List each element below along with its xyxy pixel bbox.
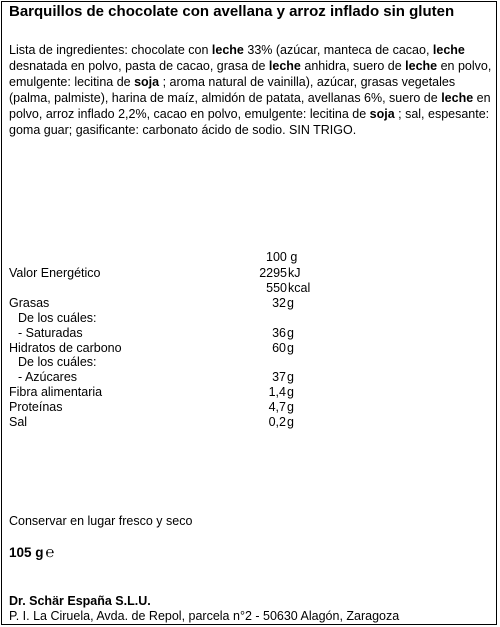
net-weight-value: 105 g xyxy=(9,545,44,560)
allergen: leche xyxy=(268,59,301,73)
nutrient-unit: g xyxy=(287,326,294,340)
nutrient-value: 60 xyxy=(272,341,286,355)
nutrition-row xyxy=(0,311,500,326)
nutrient-value: 1,4 xyxy=(268,385,286,399)
ingredients-text: 33% (azúcar, manteca de cacao, xyxy=(243,43,433,57)
company-address: P. I. La Ciruela, Avda. de Repol, parcela n°2 - 50630 Alagón, Zaragoza xyxy=(9,609,400,623)
energy-row xyxy=(0,266,500,281)
nutrient-unit: g xyxy=(287,415,294,429)
nutrient-unit: g xyxy=(287,341,294,355)
nutrition-row xyxy=(0,385,500,400)
nutrient-unit: g xyxy=(287,296,294,310)
nutrition-row xyxy=(0,370,500,385)
energy-label: Valor Energético xyxy=(9,266,101,280)
nutrition-row xyxy=(0,296,500,311)
energy-kj-value: 2295 xyxy=(259,266,287,280)
nutrient-label: De los cuáles: xyxy=(18,311,97,325)
allergen: soja xyxy=(134,75,160,89)
nutrient-label: Proteínas xyxy=(9,400,63,414)
energy-kcal-row xyxy=(0,281,500,296)
nutrition-row xyxy=(0,400,500,415)
nutrient-unit: g xyxy=(287,400,294,414)
nutrient-label: De los cuáles: xyxy=(18,355,97,369)
nutrient-label: - Azúcares xyxy=(18,370,78,384)
energy-kcal-value: 550 xyxy=(266,281,287,295)
nutrient-label: Sal xyxy=(9,415,28,429)
nutrition-row xyxy=(0,341,500,356)
ingredients-text: desnatada en polvo, pasta de cacao, grasa de xyxy=(9,59,269,73)
product-title: Barquillos de chocolate con avellana y arroz inflado sin gluten xyxy=(9,3,455,20)
allergen: leche xyxy=(405,59,438,73)
nutrition-row xyxy=(0,415,500,430)
nutrient-label: Hidratos de carbono xyxy=(9,341,122,355)
ingredients-text: Lista de ingredientes: chocolate con xyxy=(9,43,212,57)
allergen: leche xyxy=(432,43,465,57)
nutrient-label: Grasas xyxy=(9,296,50,310)
estimated-sign-icon: ℮ xyxy=(45,544,55,561)
storage-instructions: Conservar en lugar fresco y seco xyxy=(9,514,193,528)
nutrient-value: 37 xyxy=(272,370,286,384)
ingredients-text: ; aroma natural de vainilla), azúcar, grasas vegetales (palma, palmiste), harina de maíz, almidón de patata, avellanas 6%, suero de xyxy=(9,75,456,105)
nutrition-header: 100 g xyxy=(266,250,298,264)
nutrient-value: 4,7 xyxy=(268,400,286,414)
allergen: leche xyxy=(211,43,244,57)
company-name: Dr. Schär España S.L.U. xyxy=(9,594,151,608)
nutrient-value: 32 xyxy=(272,296,286,310)
nutrient-label: - Saturadas xyxy=(18,326,83,340)
nutrient-value: 0,2 xyxy=(268,415,286,429)
allergen: leche xyxy=(441,91,474,105)
nutrient-value: 36 xyxy=(272,326,286,340)
nutrient-unit: g xyxy=(287,370,294,384)
nutrient-label: Fibra alimentaria xyxy=(9,385,103,399)
nutrient-unit: g xyxy=(287,385,294,399)
net-weight xyxy=(9,544,55,561)
allergen: soja xyxy=(369,107,395,121)
ingredients-text: anhidra, suero de xyxy=(300,59,406,73)
nutrition-header-row xyxy=(0,250,500,265)
energy-kcal-unit: kcal xyxy=(288,281,311,295)
nutrition-row xyxy=(0,326,500,341)
energy-kj-unit: kJ xyxy=(288,266,301,280)
ingredients-list xyxy=(9,42,493,138)
ingredients-text: ; sal, espesante: goma guar; gasificante: carbonato ácido de sodio. SIN TRIGO. xyxy=(9,107,490,137)
nutrition-row xyxy=(0,355,500,370)
ingredients-text: en polvo, arroz inflado 2,2%, cacao en polvo, emulgente: lecitina de xyxy=(9,91,491,121)
ingredients-text: en polvo, emulgente: lecitina de xyxy=(9,59,492,89)
